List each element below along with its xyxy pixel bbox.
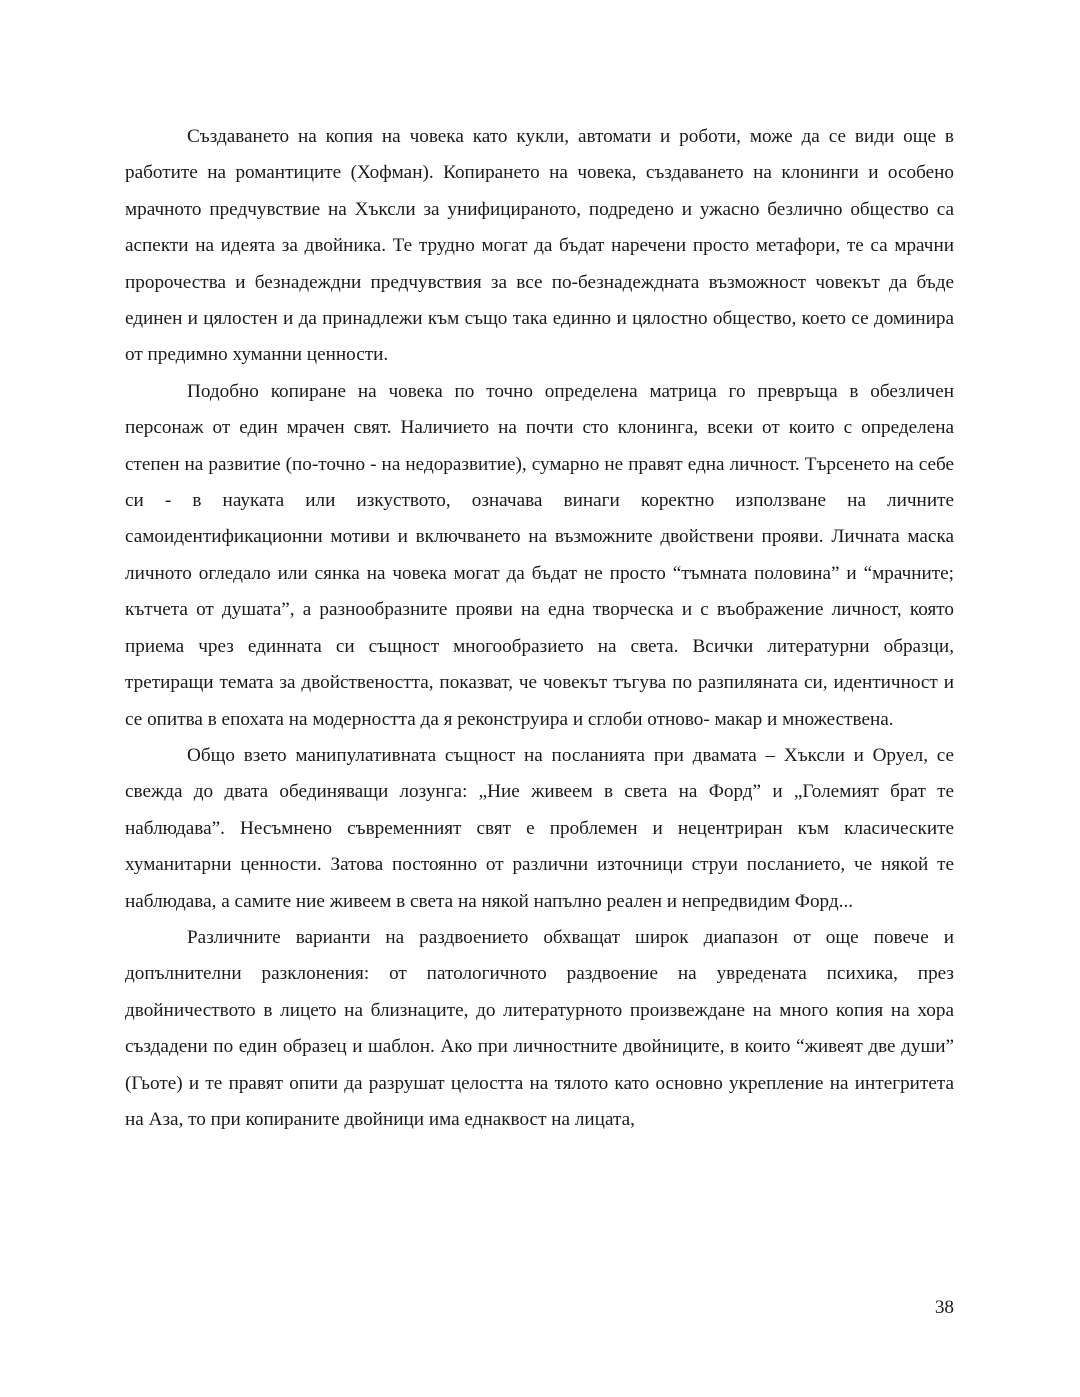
page-number: 38 <box>934 1297 954 1318</box>
paragraph-4: Различните варианти на раздвоението обхващат широк диапазон от още повече и допълнителни разклонения: от патологичното раздвоение на увредената психика, през двойничеството в лицето на близнаците, до литературното произвеждане на много копия на хора създадени по един образец и шаблон. Ако при личностните двойниците, в които “живеят две души” (Гьоте) и те правят опити да разрушат целостта на тялото като основно укрепление на интегритета на Аза, то при копираните двойници има еднаквост на лицата, <box>125 926 954 1130</box>
paragraph-2: Подобно копиране на човека по точно определена матрица го превръща в обезличен персонаж от един мрачен свят. Наличието на почти сто клонинга, всеки от които с определена степен на развитие (по-точно - на недоразвитие), сумарно не правят една личност. Търсенето на себе си - в науката или изкуството, означава винаги коректно използване на личните самоидентификационни мотиви и включването на възможните двойствени прояви. Личната маска личното огледало или сянка на човека могат да бъдат не просто “тъмната половина” и “мрачните; кътчета от душата”, а разнообразните прояви на една творческа и с въображение личност, която приема чрез единната си същност многообразието на света. Всички литературни образци, третиращи темата за двойствеността, показват, че човекът тъгува по разпиляната си, идентичност и се опитва в епохата на модерността да я реконструира и сглоби отново- макар и множествена. <box>125 380 954 730</box>
page-body <box>125 119 954 1138</box>
paragraph-3: Общо взето манипулативната същност на посланията при двамата – Хъксли и Оруел, се свежда до двата обединяващи лозунга: „Ние живеем в света на Форд” и „Големият брат те наблюдава”. Несъмнено съвременният свят е проблемен и нецентриран към класическите хуманитарни ценности. Затова постоянно от различни източници струи посланието, че някой те наблюдава, а самите ние живеем в света на някой напълно реален и непредвидим Форд... <box>125 744 954 912</box>
paragraph-1: Създаването на копия на човека като кукли, автомати и роботи, може да се види още в работите на романтиците (Хофман). Копирането на човека, създаването на клонинги и особено мрачното предчувствие на Хъксли за унифицираното, подредено и ужасно безлично общество са аспекти на идеята за двойника. Те трудно могат да бъдат наречени просто метафори, те са мрачни пророчества и безнадеждни предчувствия за все по-безнадеждната възможност човекът да бъде единен и цялостен и да принадлежи към също така единно и цялостно общество, което се доминира от предимно хуманни ценности. <box>125 126 954 366</box>
